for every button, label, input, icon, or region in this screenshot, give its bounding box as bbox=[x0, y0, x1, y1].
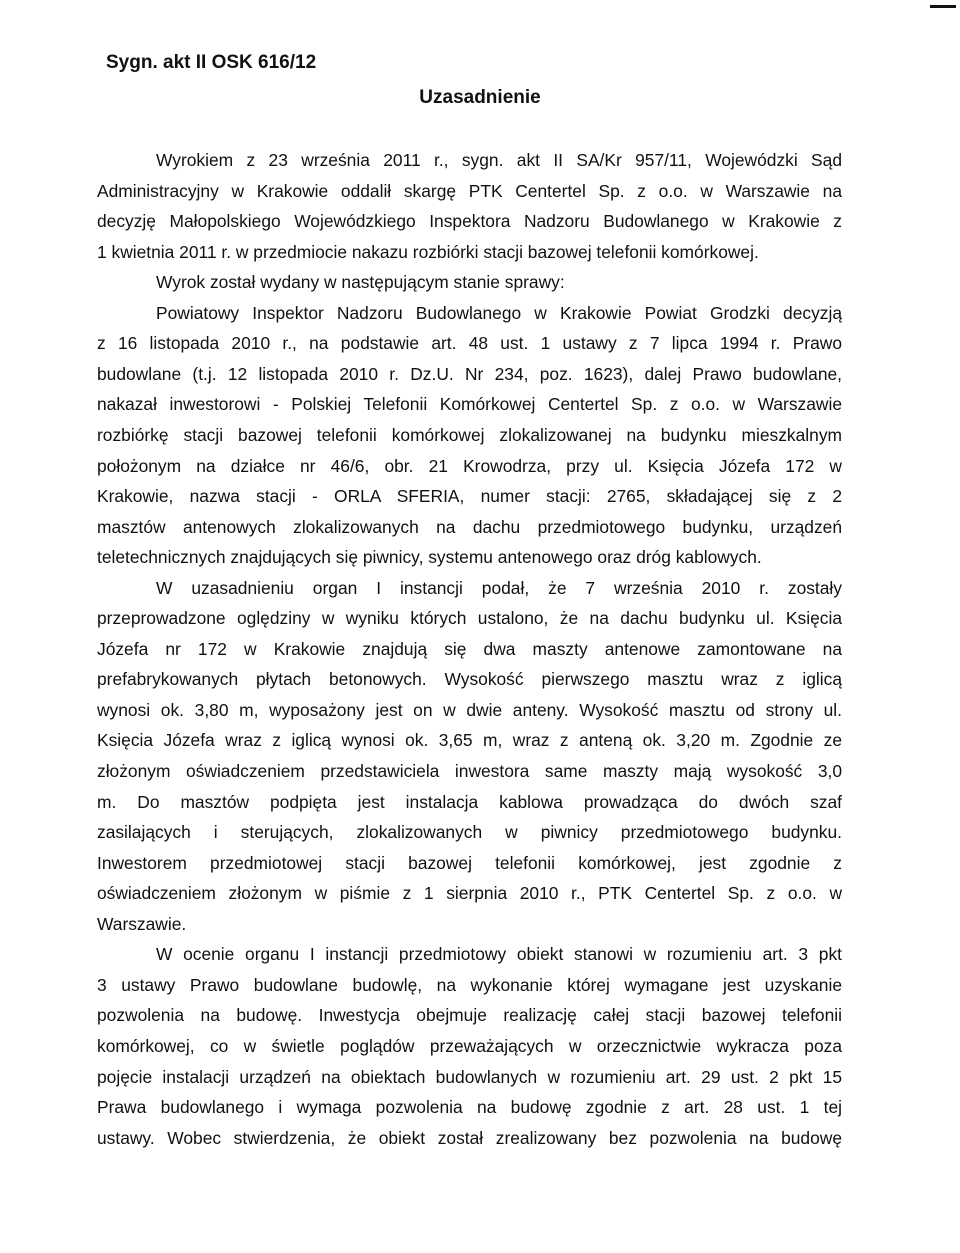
text-line: z 16 listopada 2010 r., na podstawie art. 48 ust. 1 ustawy z 7 lipca 1994 r. Prawo bbox=[97, 333, 842, 354]
text-line: teletechnicznych znajdujących się piwnicy, systemu antenowego oraz dróg kablowych. bbox=[97, 547, 762, 568]
text-line: decyzję Małopolskiego Wojewódzkiego Inspektora Nadzoru Budowlanego w Krakowie z bbox=[97, 211, 842, 232]
text-line: m. Do masztów podpięta jest instalacja kablowa prowadząca do dwóch szaf bbox=[97, 791, 842, 812]
text-line: masztów antenowych zlokalizowanych na dachu przedmiotowego budynku, urządzeń bbox=[97, 516, 842, 537]
text-line: wynosi ok. 3,80 m, wyposażony jest on w dwie anteny. Wysokość masztu od strony ul. bbox=[97, 699, 842, 720]
text-line: Józefa nr 172 w Krakowie znajdują się dwa maszty antenowe zamontowane na bbox=[97, 638, 842, 659]
text-line: Krakowie, nazwa stacji - ORLA SFERIA, numer stacji: 2765, składającej się z 2 bbox=[97, 486, 842, 507]
text-line: Wyrok został wydany w następującym stanie sprawy: bbox=[156, 272, 565, 293]
text-line: Inwestorem przedmiotowej stacji bazowej telefonii komórkowej, jest zgodnie z bbox=[97, 852, 842, 873]
text-line: W ocenie organu I instancji przedmiotowy obiekt stanowi w rozumieniu art. 3 pkt bbox=[156, 944, 842, 965]
text-line: komórkowej, co w świetle poglądów przeważających w orzecznictwie wykracza poza bbox=[97, 1035, 842, 1056]
text-line: budowlane (t.j. 12 listopada 2010 r. Dz.U. Nr 234, poz. 1623), dalej Prawo budowlane, bbox=[97, 363, 842, 384]
text-line: Powiatowy Inspektor Nadzoru Budowlanego w Krakowie Powiat Grodzki decyzją bbox=[156, 302, 842, 323]
text-line: oświadczeniem złożonym w piśmie z 1 sierpnia 2010 r., PTK Centertel Sp. z o.o. w bbox=[97, 883, 842, 904]
text-line: nakazał inwestorowi - Polskiej Telefonii Komórkowej Centertel Sp. z o.o. w Warszawie bbox=[97, 394, 842, 415]
text-line: zasilających i sterujących, zlokalizowanych w piwnicy przedmiotowego budynku. bbox=[97, 822, 842, 843]
text-line: Prawa budowlanego i wymaga pozwolenia na budowę zgodnie z art. 28 ust. 1 tej bbox=[97, 1097, 842, 1118]
scan-mark bbox=[930, 5, 956, 8]
text-line: złożonym oświadczeniem przedstawiciela inwestora same maszty mają wysokość 3,0 bbox=[97, 761, 842, 781]
text-line: W uzasadnieniu organ I instancji podał, że 7 września 2010 r. zostały bbox=[156, 577, 842, 598]
text-line: Warszawie. bbox=[97, 913, 187, 934]
text-line: 3 ustawy Prawo budowlane budowlę, na wykonanie której wymagane jest uzyskanie bbox=[97, 974, 842, 995]
section-heading: Uzasadnienie bbox=[419, 87, 541, 108]
text-line: pozwolenia na budowę. Inwestycja obejmuje realizację całej stacji bazowej telefonii bbox=[97, 1005, 842, 1026]
text-line: przeprowadzone oględziny w wyniku których ustalono, że na dachu budynku ul. Księcia bbox=[97, 608, 842, 629]
text-line: rozbiórkę stacji bazowej telefonii komórkowej zlokalizowanej na budynku mieszkalnym bbox=[97, 424, 842, 445]
text-line: Księcia Józefa wraz z iglicą wynosi ok. 3,65 m, wraz z anteną ok. 3,20 m. Zgodnie ze bbox=[97, 730, 842, 751]
text-line: prefabrykowanych płytach betonowych. Wysokość pierwszego masztu wraz z iglicą bbox=[97, 669, 842, 690]
text-line: 1 kwietnia 2011 r. w przedmiocie nakazu rozbiórki stacji bazowej telefonii komórkowej. bbox=[97, 241, 759, 262]
text-line: pojęcie instalacji urządzeń na obiektach budowlanych w rozumieniu art. 29 ust. 2 pkt 15 bbox=[97, 1066, 842, 1087]
text-line: ustawy. Wobec stwierdzenia, że obiekt został zrealizowany bez pozwolenia na budowę bbox=[97, 1127, 842, 1148]
text-line: położonym na działce nr 46/6, obr. 21 Krowodrza, przy ul. Księcia Józefa 172 w bbox=[97, 455, 842, 476]
text-line: Administracyjny w Krakowie oddalił skargę PTK Centertel Sp. z o.o. w Warszawie na bbox=[97, 180, 842, 201]
text-line: Wyrokiem z 23 września 2011 r., sygn. akt II SA/Kr 957/11, Wojewódzki Sąd bbox=[156, 150, 842, 170]
case-reference: Sygn. akt II OSK 616/12 bbox=[106, 52, 317, 73]
